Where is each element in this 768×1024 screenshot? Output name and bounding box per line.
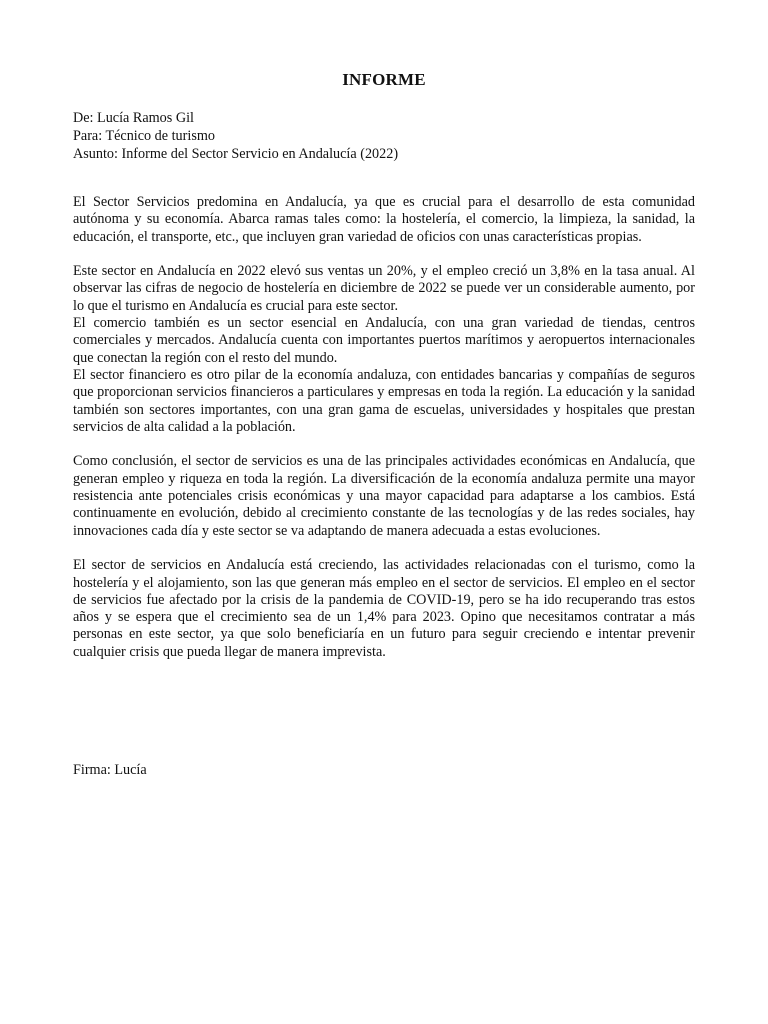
document-title: INFORME: [342, 70, 426, 89]
memo-to: Para: Técnico de turismo: [73, 128, 215, 144]
paragraph-intro: El Sector Servicios predomina en Andalucía, ya que es crucial para el desarrollo de esta comunidad autónoma y su economía. Abarca ramas tales como: la hostelería, el comercio, la limpieza, la sanidad, la educación, el transporte, etc., que incluyen gran variedad de oficios con unas características propias.: [73, 194, 695, 245]
paragraph-commerce: El comercio también es un sector esencial en Andalucía, con una gran variedad de tiendas, centros comerciales y mercados. Andalucía cuenta con importantes puertos marítimos y aeropuertos internacionales que conectan la región con el resto del mundo.: [73, 315, 695, 366]
paragraph-sales: Este sector en Andalucía en 2022 elevó sus ventas un 20%, y el empleo creció un 3,8% en la tasa anual. Al observar las cifras de negocio de hostelería en diciembre de 2022 se puede ver un considerable aumento, por lo que el turismo en Andalucía es crucial para este sector.: [73, 263, 695, 314]
paragraph-conclusion: Como conclusión, el sector de servicios es una de las principales actividades económicas en Andalucía, que generan empleo y riqueza en toda la región. La diversificación de la economía andaluza permite una mayor resistencia ante potenciales crisis económicas y una mayor capacidad para adaptarse a los cambios. Está continuamente en evolución, debido al crecimiento constante de las tecnologías y de las redes sociales, hay innovaciones cada día y este sector se va adaptando de manera adecuada a estas evoluciones.: [73, 453, 695, 539]
report-body: [73, 194, 695, 661]
signature: Firma: Lucía: [73, 762, 147, 778]
memo-header: [73, 109, 695, 163]
paragraph-outlook: El sector de servicios en Andalucía está creciendo, las actividades relacionadas con el turismo, como la hostelería y el alojamiento, son las que generan más empleo en el sector de servicios. El empleo en el sector de servicios fue afectado por la crisis de la pandemia de COVID-19, pero se ha ido recuperando tras estos años y se espera que el crecimiento sea de un 1,4% para 2023. Opino que necesitamos contratar a más personas en este sector, ya que solo beneficiaría en un futuro para seguir creciendo e intentar prevenir cualquier crisis que pueda llegar de manera imprevista.: [73, 557, 695, 660]
memo-subject: Asunto: Informe del Sector Servicio en Andalucía (2022): [73, 146, 399, 162]
memo-from: De: Lucía Ramos Gil: [73, 110, 194, 126]
paragraph-finance: El sector financiero es otro pilar de la economía andaluza, con entidades bancarias y compañías de seguros que proporcionan servicios financieros a particulares y empresas en toda la región. La educación y la sanidad también son sectores importantes, con una gran gama de escuelas, universidades y hospitales que prestan servicios de alta calidad a la población.: [73, 366, 695, 435]
